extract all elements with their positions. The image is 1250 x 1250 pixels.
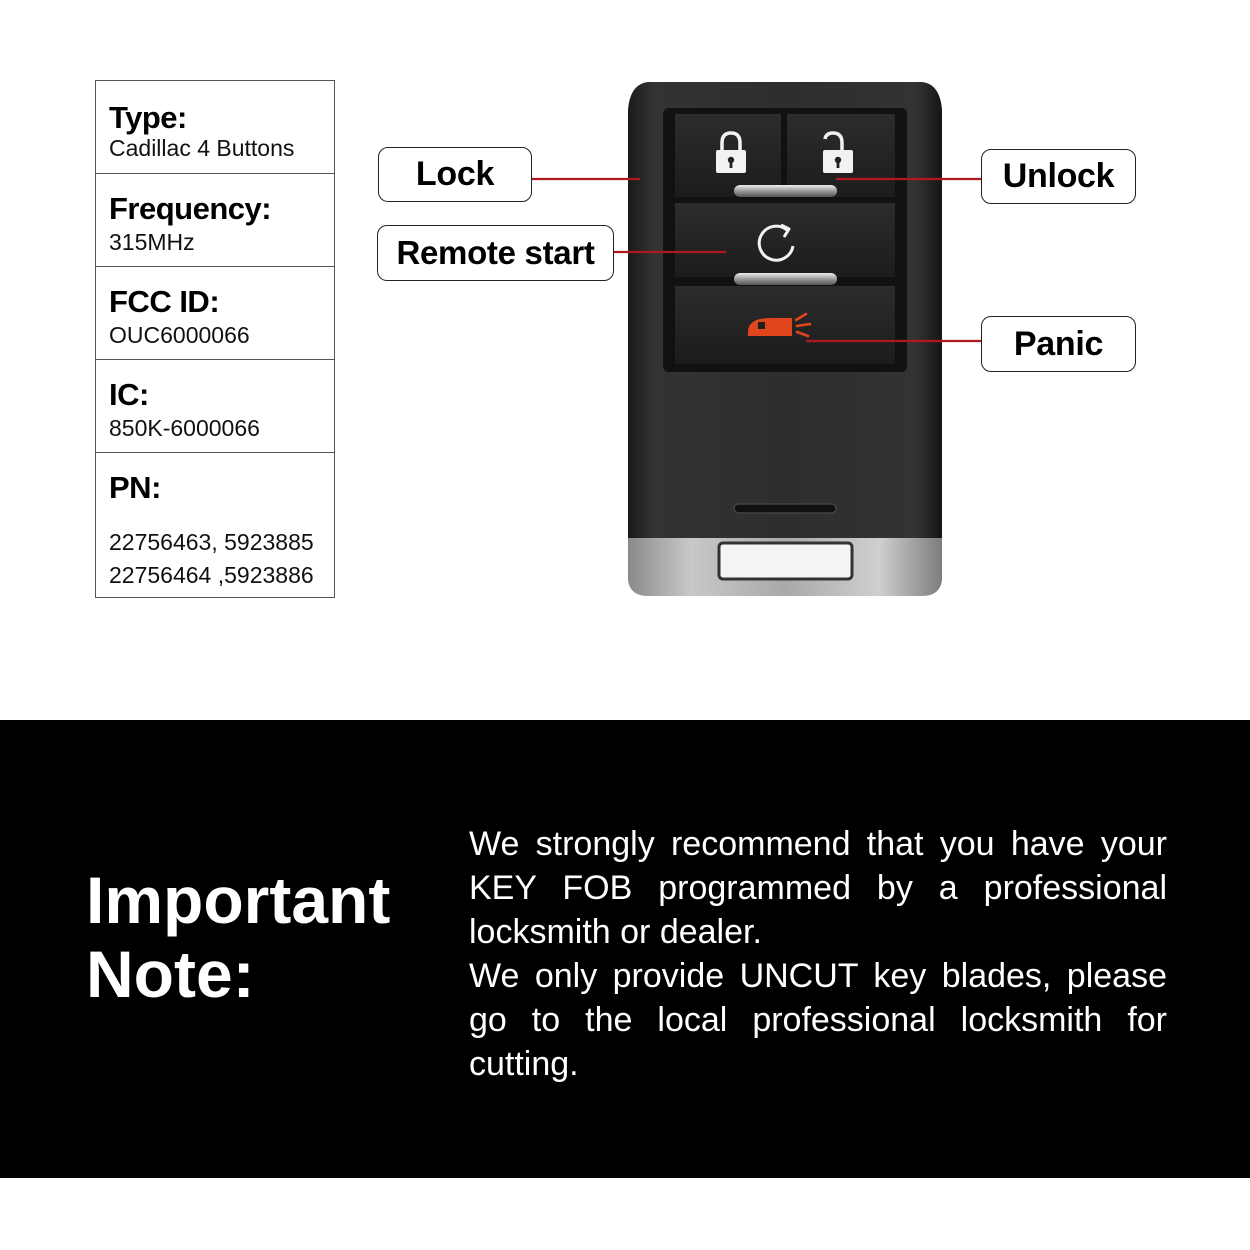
spec-value: 315MHz: [109, 229, 195, 255]
lock-callout: Lock: [378, 147, 532, 202]
spec-label: Type:: [109, 100, 187, 135]
fob-groove: [734, 504, 836, 513]
note-body: [469, 822, 1167, 1086]
note-title: [86, 863, 426, 1011]
spec-value: OUC6000066: [109, 322, 250, 348]
spec-label: IC:: [109, 377, 149, 412]
spec-value: 22756463, 5923885: [109, 529, 314, 555]
panic-callout: Panic: [981, 316, 1136, 372]
spec-label: FCC ID:: [109, 284, 220, 319]
remote-start-callout: Remote start: [377, 225, 614, 281]
chrome-bar: [734, 273, 837, 285]
remote-start-button: [675, 203, 895, 277]
chrome-bar: [734, 185, 837, 197]
note-paragraph: We only provide UNCUT key blades, please go to the local professional locksmith for cutting.: [469, 957, 1167, 1083]
spec-value: 850K-6000066: [109, 415, 260, 441]
note-paragraph: We strongly recommend that you have your KEY FOB programmed by a professional locksmith or dealer.: [469, 825, 1167, 951]
key-slot: [719, 543, 852, 579]
spec-value: Cadillac 4 Buttons: [109, 135, 295, 161]
important-note-band: [0, 720, 1250, 1178]
note-title-line: Important: [86, 863, 391, 937]
note-title-line: Note:: [86, 937, 255, 1011]
spec-label: PN:: [109, 470, 161, 505]
spec-label: Frequency:: [109, 191, 272, 226]
unlock-callout: Unlock: [981, 149, 1136, 204]
spec-value: 22756464 ,5923886: [109, 562, 314, 588]
